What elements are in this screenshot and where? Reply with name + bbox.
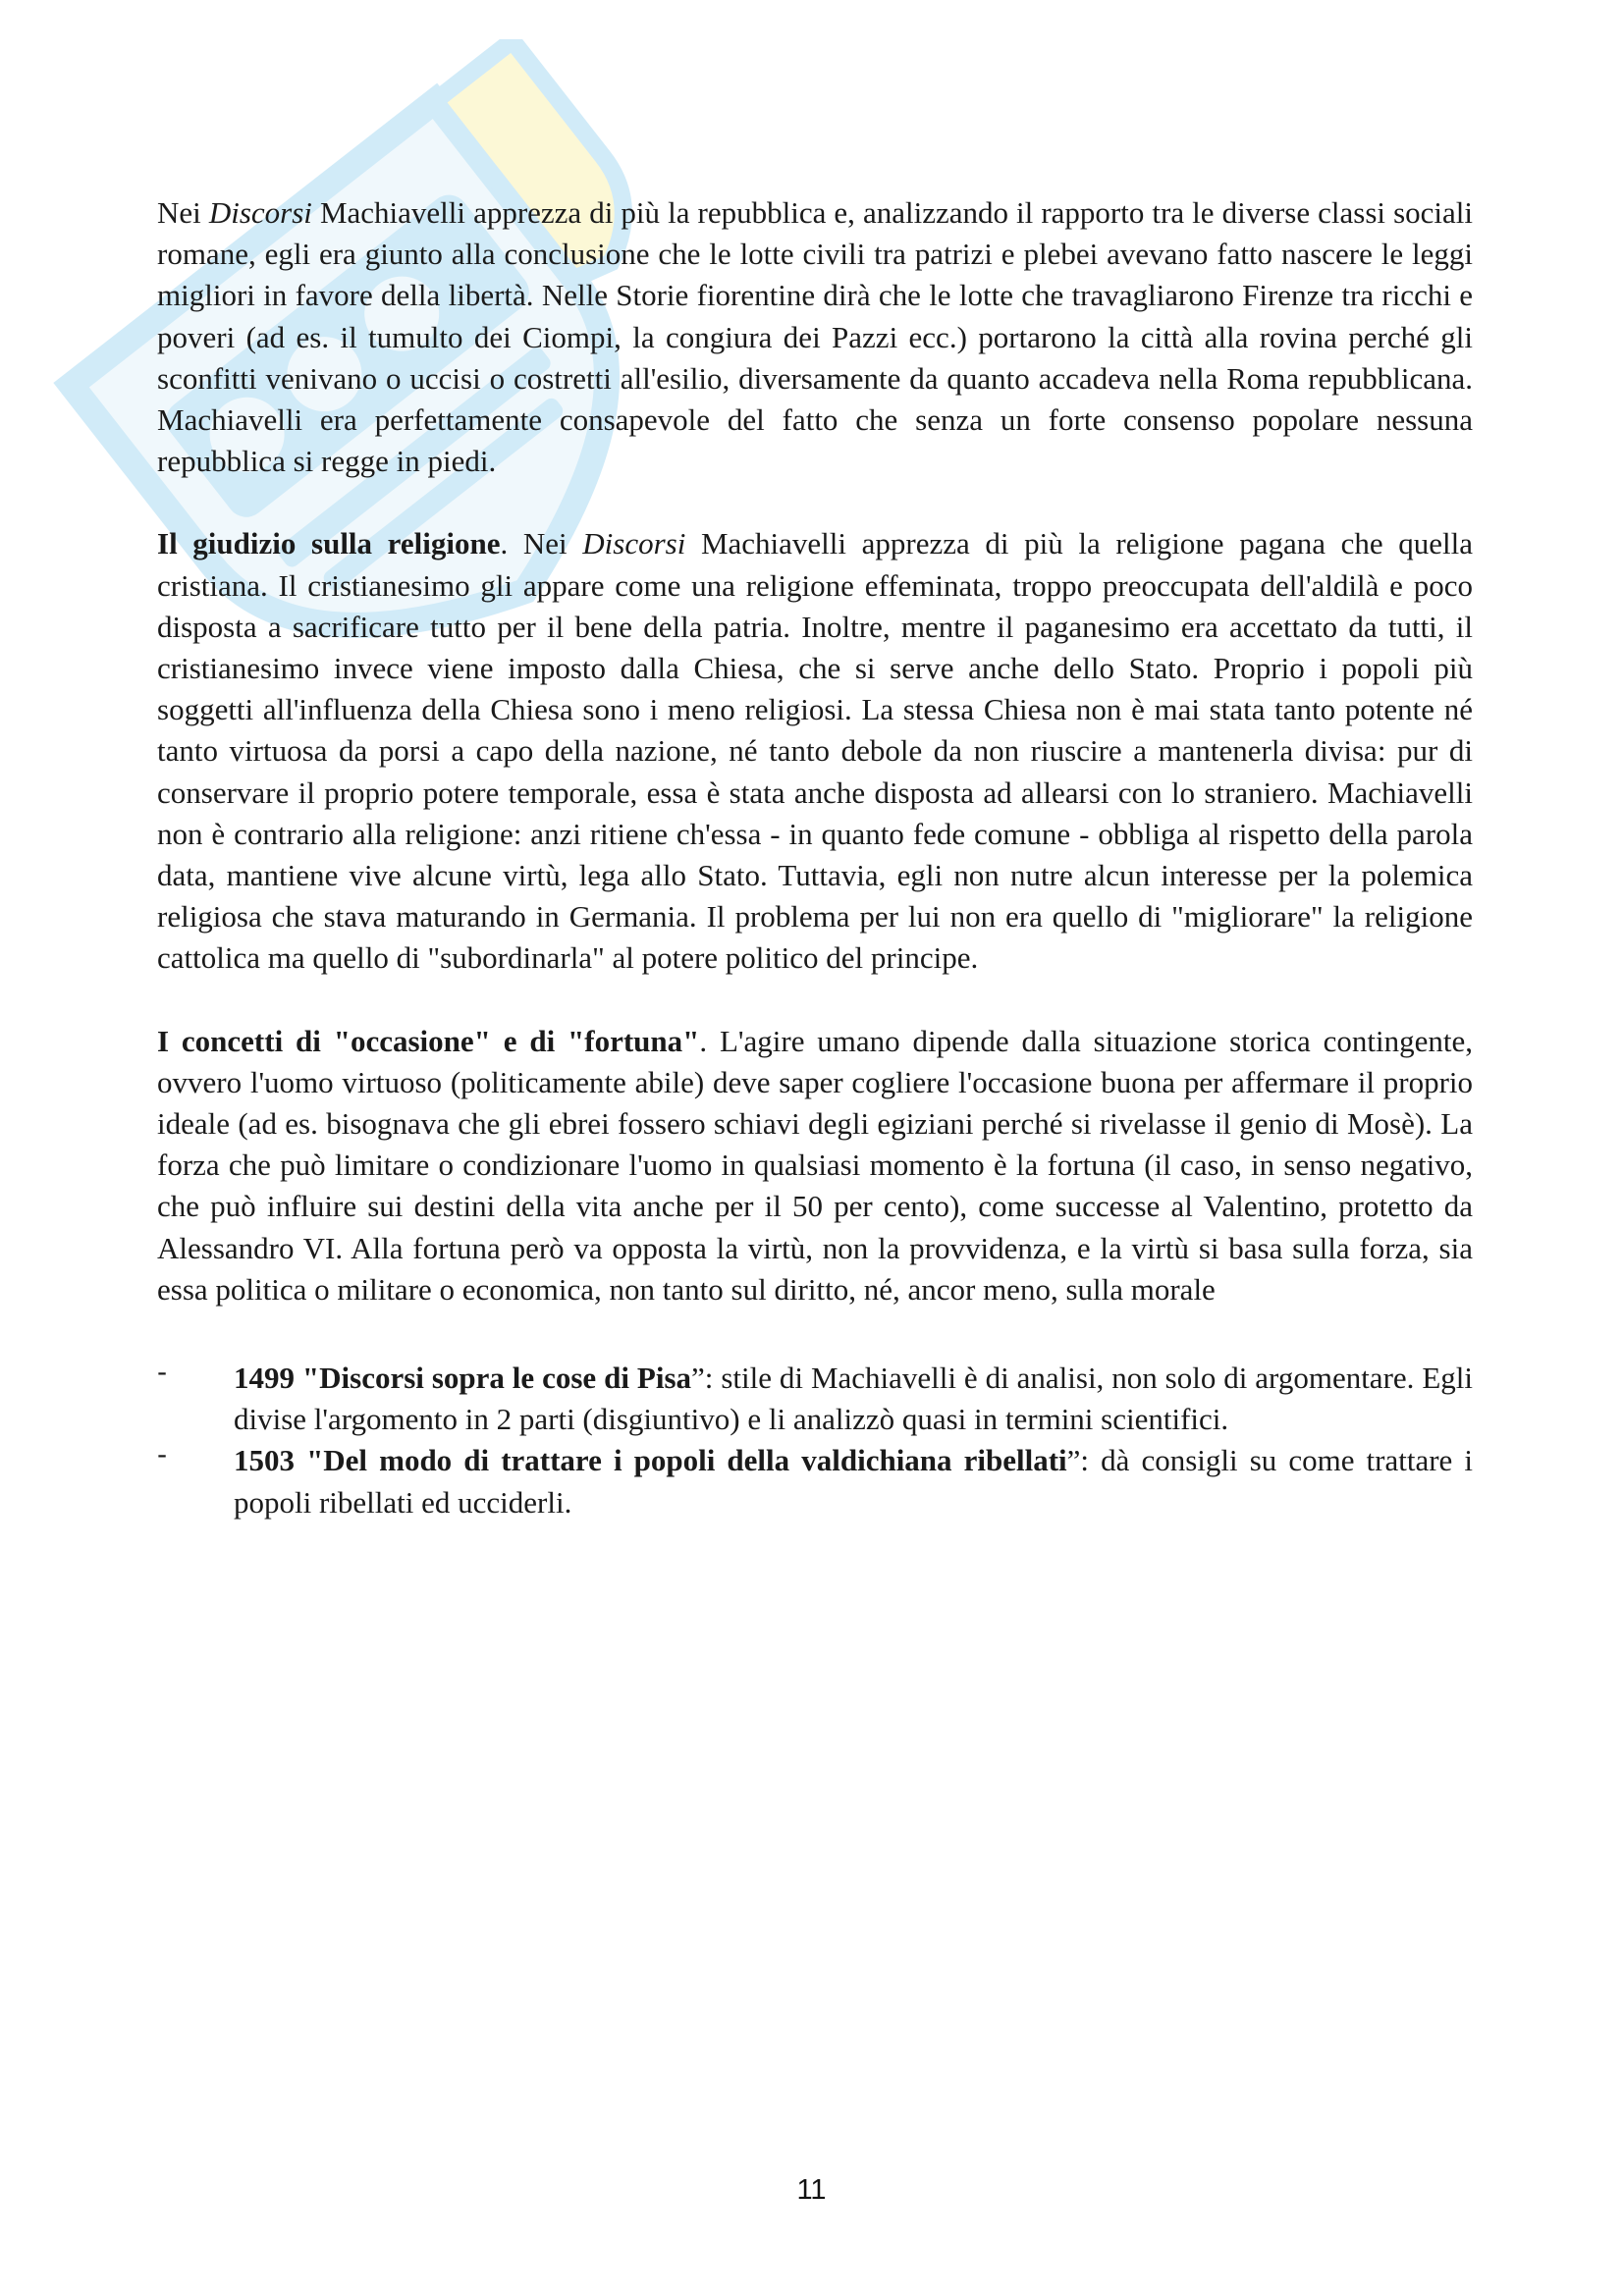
page-number: 11	[796, 2174, 827, 2206]
p1-title-discorsi: Discorsi	[208, 195, 312, 230]
p3-heading: I concetti di "occasione" e di "fortuna"	[157, 1023, 700, 1058]
bullet-dash: -	[157, 1356, 168, 1389]
bullet-text: ”: dà consigli su come trattare i popoli ribellati ed ucciderli.	[234, 1443, 1473, 1520]
bullet-title: 1499 "Discorsi sopra le cose di Pisa	[234, 1361, 692, 1396]
paragraph-repubblica	[157, 192, 1473, 482]
p2-title-discorsi: Discorsi	[582, 526, 686, 561]
p2-text-2: Machiavelli apprezza di più la religione pagana che quella cristiana. Il cristianesimo gli appare come una religione effeminata, troppo preoccupata dell'aldilà e poco disposta a sacrificare tutto per il bene della patria. Inoltre, mentre il paganesimo era accettato da tutti, il cristianesimo invece viene imposto dalla Chiesa, che si serve anche dello Stato. Proprio i popoli più soggetti all'influenza della Chiesa sono i meno religiosi. La stessa Chiesa non è mai stata tanto potente né tanto virtuosa da porsi a capo della nazione, né tanto debole da non riuscire a mantenerla divisa: pur di conservare il proprio potere temporale, essa è stata anche disposta ad allearsi con lo straniero. Machiavelli non è contrario alla religione: anzi ritiene ch'essa - in quanto fede comune - obbliga al rispetto della parola data, mantiene vive alcune virtù, lega allo Stato. Tuttavia, egli non nutre alcun interesse per la polemica religiosa che stava maturando in Germania. Il problema per lui non era quello di "migliorare" la religione cattolica ma quello di "subordinarla" al potere politico del principe.	[157, 526, 1473, 976]
list-item	[157, 1358, 1473, 1440]
bullet-title: 1503 "Del modo di trattare i popoli della valdichiana ribellati	[234, 1443, 1067, 1478]
p2-heading: Il giudizio sulla religione	[157, 526, 501, 561]
works-list	[157, 1358, 1473, 1523]
p2-text-1: . Nei	[500, 526, 583, 561]
paragraph-religione	[157, 523, 1473, 979]
document-body	[157, 192, 1473, 1523]
p3-text: . L'agire umano dipende dalla situazione storica contingente, ovvero l'uomo virtuoso (politicamente abile) deve saper cogliere l'occasione buona per affermare il proprio ideale (ad es. bisognava che gli ebrei fossero schiavi degli egiziani perché si rivelasse il genio di Mosè). La forza che può limitare o condizionare l'uomo in qualsiasi momento è la fortuna (il caso, in senso negativo, che può influire sui destini della vita anche per il 50 per cento), come successe al Valentino, protetto da Alessandro VI. Alla fortuna però va opposta la virtù, non la provvidenza, e la virtù si basa sulla forza, sia essa politica o militare o economica, non tanto sul diritto, né, ancor meno, sulla morale	[157, 1023, 1474, 1307]
p1-text-1: Nei	[157, 195, 209, 230]
p1-text-2: Machiavelli apprezza di più la repubblica e, analizzando il rapporto tra le diverse classi sociali romane, egli era giunto alla conclusione che le lotte civili tra patrizi e plebei avevano fatto nascere le leggi migliori in favore della libertà. Nelle Storie fiorentine dirà che le lotte che travagliarono Firenze tra ricchi e poveri (ad es. il tumulto dei Ciompi, la congiura dei Pazzi ecc.) portarono la città alla rovina perché gli sconfitti venivano o uccisi o costretti all'esilio, diversamente da quanto accadeva nella Roma repubblicana. Machiavelli era perfettamente consapevole del fatto che senza un forte consenso popolare nessuna repubblica si regge in piedi.	[157, 195, 1473, 479]
bullet-dash: -	[157, 1438, 168, 1471]
bullet-text: ”: stile di Machiavelli è di analisi, non solo di argomentare. Egli divise l'argomento in 2 parti (disgiuntivo) e li analizzò quasi in termini scientifici.	[234, 1361, 1473, 1437]
paragraph-occasione-fortuna	[157, 1021, 1473, 1310]
list-item	[157, 1440, 1473, 1522]
